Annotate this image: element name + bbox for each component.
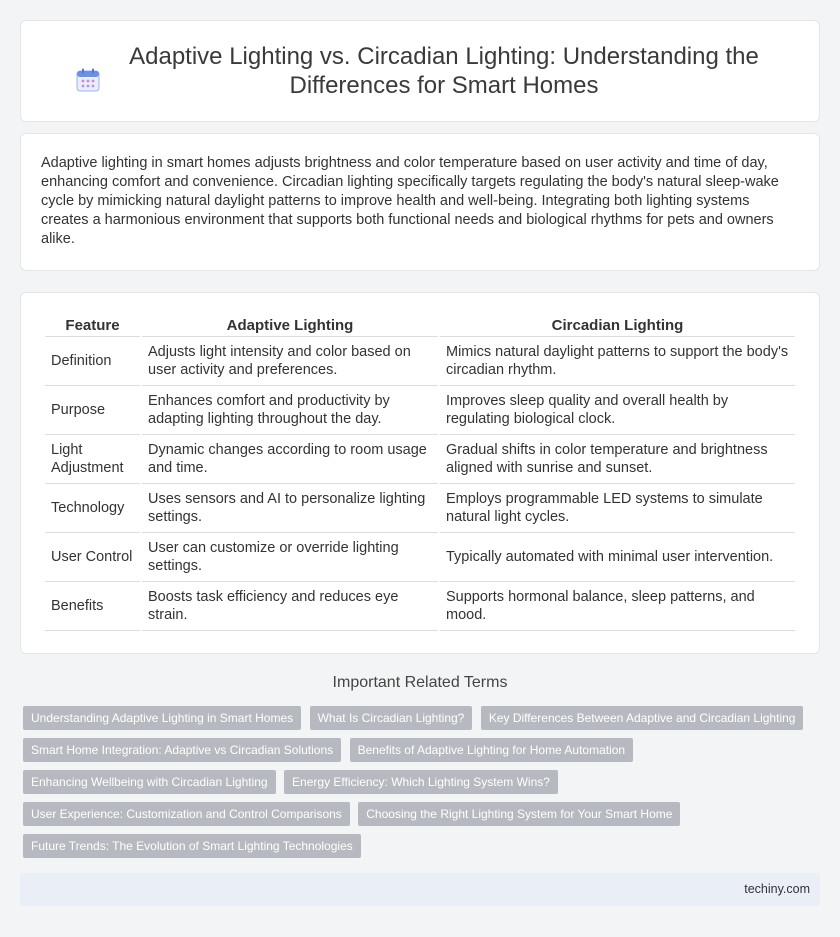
- adaptive-cell: Uses sensors and AI to personalize lighting settings.: [142, 484, 438, 533]
- table-row: [45, 337, 795, 386]
- title-card: [20, 20, 820, 122]
- table-row: [45, 582, 795, 631]
- header-feature: Feature: [45, 313, 140, 337]
- table-row: [45, 435, 795, 484]
- feature-cell: Definition: [45, 337, 140, 386]
- feature-cell: Benefits: [45, 582, 140, 631]
- adaptive-cell: Dynamic changes according to room usage and time.: [142, 435, 438, 484]
- adaptive-cell: Adjusts light intensity and color based on user activity and preferences.: [142, 337, 438, 386]
- table-row: [45, 386, 795, 435]
- table-header-row: [45, 313, 795, 337]
- related-term-link[interactable]: Choosing the Right Lighting System for Your Smart Home: [358, 802, 680, 826]
- header-adaptive: Adaptive Lighting: [142, 313, 438, 337]
- comparison-table-card: [20, 292, 820, 654]
- related-term-link[interactable]: Energy Efficiency: Which Lighting System Wins?: [284, 770, 558, 794]
- intro-paragraph: Adaptive lighting in smart homes adjusts brightness and color temperature based on user activity and time of day, enhancing comfort and convenience. Circadian lighting specifically targets regulating the body's natural sleep-wake cycle by mimicking natural daylight patterns to improve health and well-being. Integrating both lighting systems creates a harmonious environment that supports both functional needs and biological rhythms for pets and owners alike.: [20, 133, 820, 271]
- related-term-link[interactable]: Future Trends: The Evolution of Smart Lighting Technologies: [23, 834, 361, 858]
- table-row: [45, 533, 795, 582]
- related-term-link[interactable]: Understanding Adaptive Lighting in Smart Homes: [23, 706, 301, 730]
- circadian-cell: Employs programmable LED systems to simulate natural light cycles.: [440, 484, 795, 533]
- circadian-cell: Supports hormonal balance, sleep patterns, and mood.: [440, 582, 795, 631]
- footer-site-link[interactable]: techiny.com: [744, 882, 810, 896]
- adaptive-cell: User can customize or override lighting settings.: [142, 533, 438, 582]
- adaptive-cell: Boosts task efficiency and reduces eye strain.: [142, 582, 438, 631]
- page-title: Adaptive Lighting vs. Circadian Lighting: Understanding the Differences for Smart Homes: [129, 43, 759, 99]
- feature-cell: Purpose: [45, 386, 140, 435]
- feature-cell: Light Adjustment: [45, 435, 140, 484]
- related-term-link[interactable]: Enhancing Wellbeing with Circadian Lighting: [23, 770, 276, 794]
- circadian-cell: Improves sleep quality and overall health by regulating biological clock.: [440, 386, 795, 435]
- circadian-cell: Gradual shifts in color temperature and brightness aligned with sunrise and sunset.: [440, 435, 795, 484]
- circadian-cell: Mimics natural daylight patterns to support the body's circadian rhythm.: [440, 337, 795, 386]
- related-term-link[interactable]: Key Differences Between Adaptive and Circadian Lighting: [481, 706, 804, 730]
- circadian-cell: Typically automated with minimal user intervention.: [440, 533, 795, 582]
- related-terms-list: [23, 706, 823, 866]
- related-term-link[interactable]: What Is Circadian Lighting?: [310, 706, 473, 730]
- related-term-link[interactable]: Smart Home Integration: Adaptive vs Circadian Solutions: [23, 738, 341, 762]
- feature-cell: Technology: [45, 484, 140, 533]
- related-terms-heading: Important Related Terms: [332, 674, 508, 691]
- feature-cell: User Control: [45, 533, 140, 582]
- related-term-link[interactable]: Benefits of Adaptive Lighting for Home Automation: [350, 738, 634, 762]
- header-circadian: Circadian Lighting: [440, 313, 795, 337]
- comparison-table: [43, 313, 797, 631]
- adaptive-cell: Enhances comfort and productivity by adapting lighting throughout the day.: [142, 386, 438, 435]
- table-row: [45, 484, 795, 533]
- calendar-icon: [76, 68, 100, 92]
- related-term-link[interactable]: User Experience: Customization and Control Comparisons: [23, 802, 350, 826]
- footer: [20, 873, 820, 906]
